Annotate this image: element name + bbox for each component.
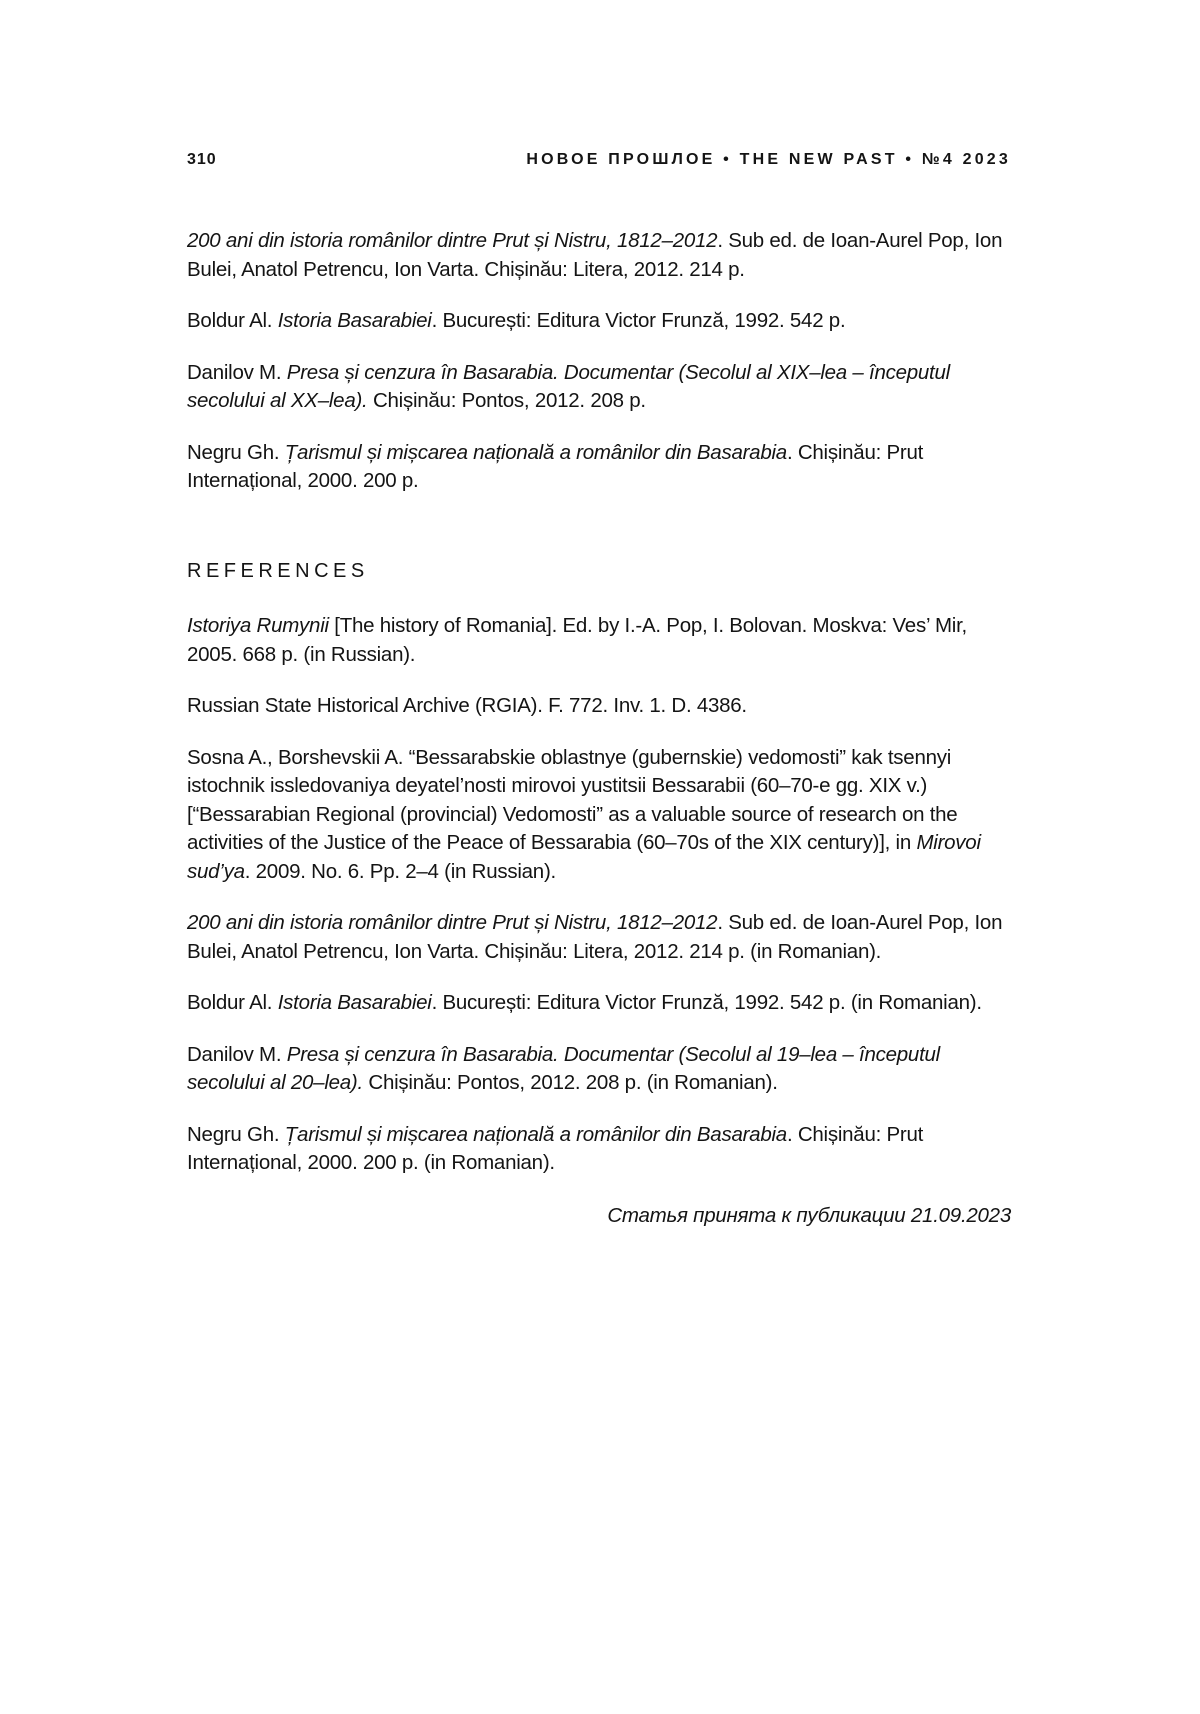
reference-entry: Boldur Al. Istoria Basarabiei. București: Editura Victor Frunză, 1992. 542 p. (in Romanian).: [187, 991, 982, 1014]
page-number: 310: [187, 151, 217, 168]
reference-entry: Negru Gh. Țarismul și mișcarea națională a românilor din Basarabia. Chișinău: Prut Internațional, 2000. 200 p. (in Romanian).: [187, 1122, 924, 1174]
references-heading: REFERENCES: [187, 559, 369, 582]
running-title: НОВОЕ ПРОШЛОЕ • THE NEW PAST • №4 2023: [526, 151, 1011, 168]
reference-entry: Russian State Historical Archive (RGIA). F. 772. Inv. 1. D. 4386.: [187, 694, 747, 717]
bibliography-entry: Boldur Al. Istoria Basarabiei. București: Editura Victor Frunză, 1992. 542 p.: [187, 309, 846, 332]
page-header: [187, 150, 1011, 170]
page-content: [187, 227, 1011, 1230]
reference-entry: Danilov M. Presa și cenzura în Basarabia. Documentar (Secolul al 19–lea – începutul secolului al 20–lea). Chișinău: Pontos, 2012. 208 p. (in Romanian).: [187, 1042, 940, 1094]
acceptance-note: Статья принята к публикации 21.09.2023: [607, 1203, 1011, 1227]
bibliography-entry: Danilov M. Presa și cenzura în Basarabia. Documentar (Secolul al XIX–lea – începutul secolului al XX–lea). Chișinău: Pontos, 2012. 208 p.: [187, 360, 950, 412]
reference-entry: Istoriya Rumynii [The history of Romania]. Ed. by I.-A. Pop, I. Bolovan. Moskva: Ves’ Mir, 2005. 668 p. (in Russian).: [187, 614, 967, 666]
reference-entry: Sosna A., Borshevskii A. “Bessarabskie oblastnye (gubernskie) vedomosti” kak tsennyi istochnik issledovaniya deyatel’nosti mirovoi yustitsii Bessarabii (60–70-e gg. XIX v.) [“Bessarabian Regional (provincial) Vedomosti” as a valuable source of research on the activities of the Justice of the Peace of Bessarabia (60–70s of the XIX century)], in Mirovoi sud’ya. 2009. No. 6. Pp. 2–4 (in Russian).: [187, 745, 981, 883]
bibliography-entry: 200 ani din istoria românilor dintre Prut și Nistru, 1812–2012. Sub ed. de Ioan-Aurel Pop, Ion Bulei, Anatol Petrencu, Ion Varta. Chișinău: Litera, 2012. 214 p.: [187, 229, 1003, 281]
bibliography-entry: Negru Gh. Țarismul și mișcarea națională a românilor din Basarabia. Chișinău: Prut Internațional, 2000. 200 p.: [187, 440, 924, 492]
reference-entry: 200 ani din istoria românilor dintre Prut și Nistru, 1812–2012. Sub ed. de Ioan-Aurel Pop, Ion Bulei, Anatol Petrencu, Ion Varta. Chișinău: Litera, 2012. 214 p. (in Romanian).: [187, 911, 1003, 963]
